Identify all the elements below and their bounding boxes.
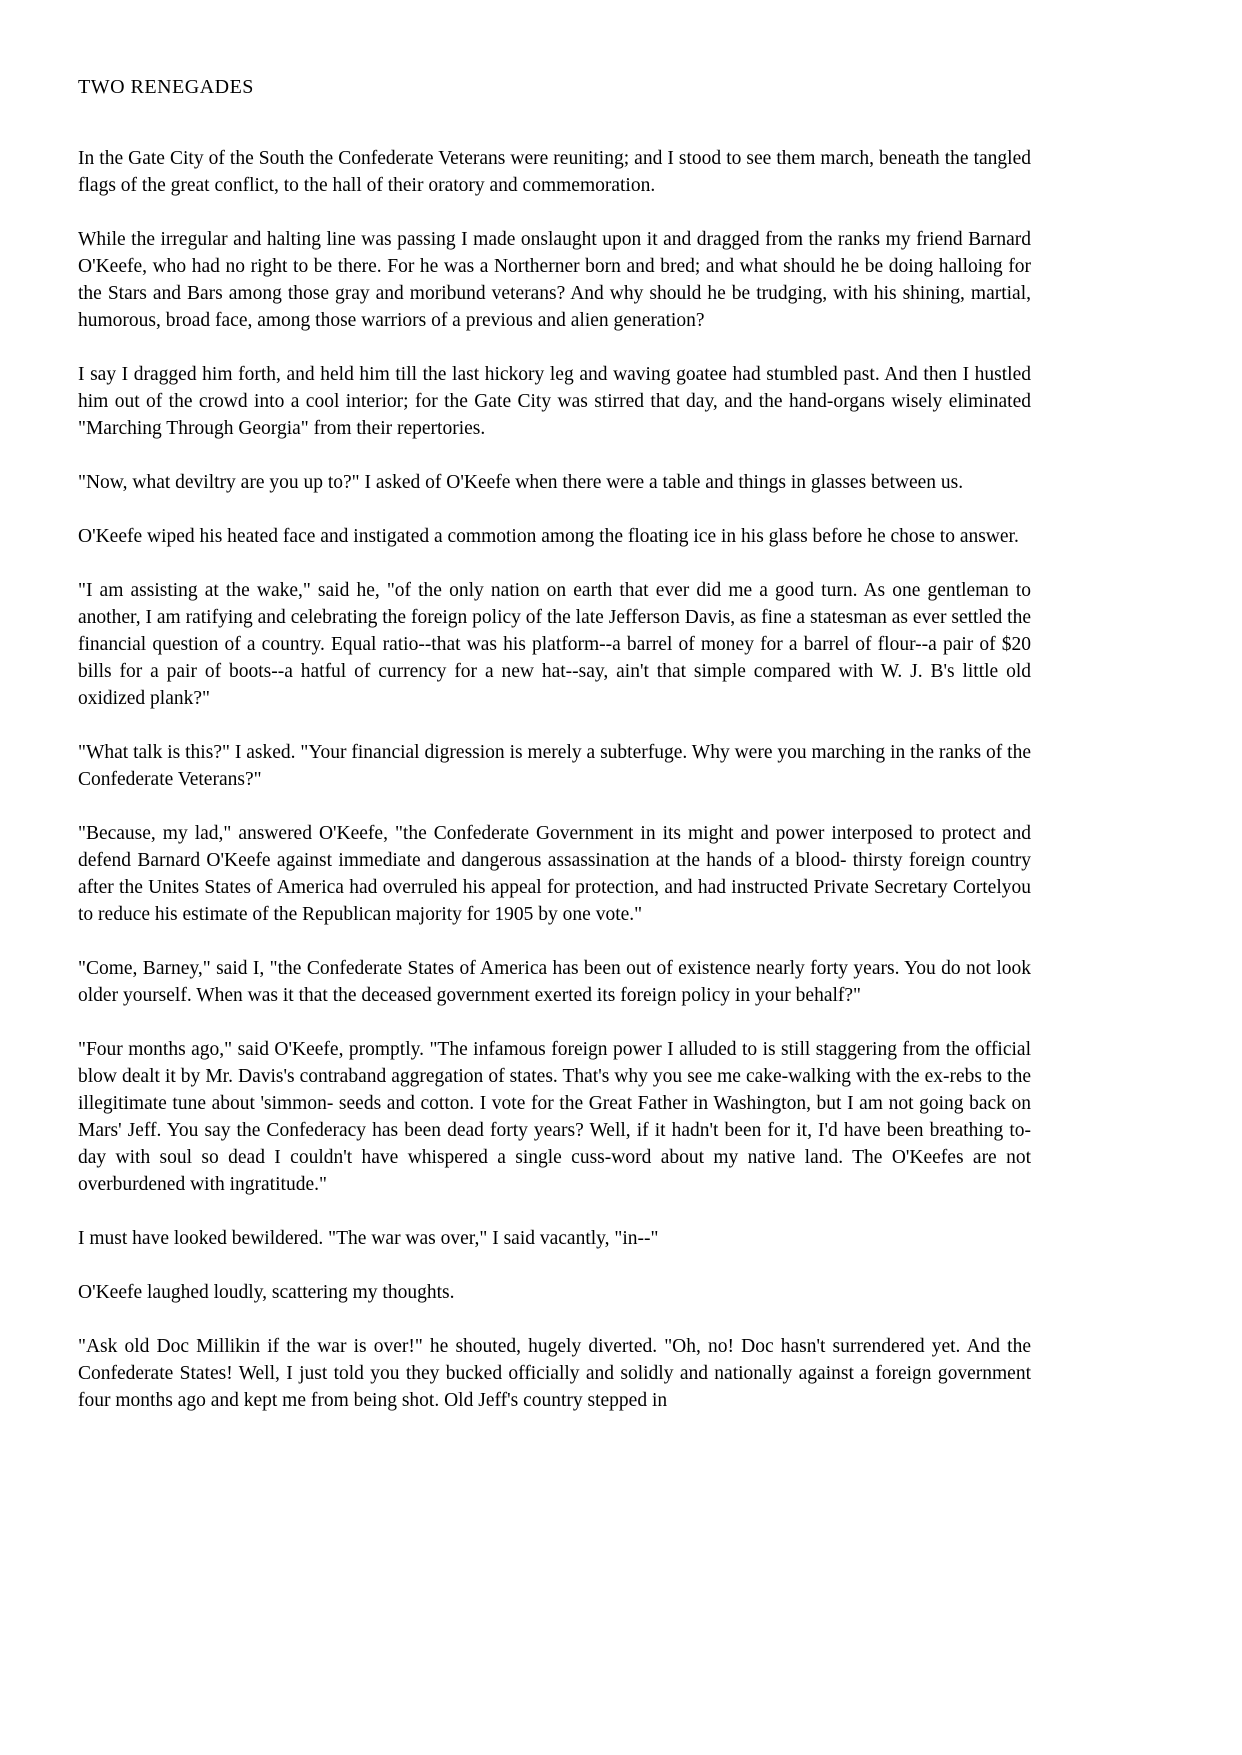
paragraph: "Four months ago," said O'Keefe, promptly. "The infamous foreign power I alluded to is still staggering from the official blow dealt it by Mr. Davis's contraband aggregation of states. That's why you see me cake-walking with the ex-rebs to the illegitimate tune about 'simmon- seeds and cotton. I vote for the Great Father in Washington, but I am not going back on Mars' Jeff. You say the Confederacy has been dead forty years? Well, if it hadn't been for it, I'd have been breathing to-day with soul so dead I couldn't have whispered a single cuss-word about my native land. The O'Keefes are not overburdened with ingratitude." [78, 1039, 1031, 1195]
paragraph: While the irregular and halting line was passing I made onslaught upon it and dragged from the ranks my friend Barnard O'Keefe, who had no right to be there. For he was a Northerner born and bred; and what should he be doing halloing for the Stars and Bars among those gray and moribund veterans? And why should he be trudging, with his shining, martial, humorous, broad face, among those warriors of a previous and alien generation? [78, 229, 1031, 331]
paragraph: O'Keefe wiped his heated face and instigated a commotion among the floating ice in his glass before he chose to answer. [78, 526, 1019, 547]
paragraph: "Now, what deviltry are you up to?" I asked of O'Keefe when there were a table and things in glasses between us. [78, 472, 964, 493]
paragraph: I must have looked bewildered. "The war was over," I said vacantly, "in--" [78, 1228, 659, 1249]
paragraph: In the Gate City of the South the Confederate Veterans were reuniting; and I stood to see them march, beneath the tangled flags of the great conflict, to the hall of their oratory and commemoration. [78, 148, 1031, 196]
paragraph: "I am assisting at the wake," said he, "of the only nation on earth that ever did me a good turn. As one gentleman to another, I am ratifying and celebrating the foreign policy of the late Jefferson Davis, as fine a statesman as ever settled the financial question of a country. Equal ratio--that was his platform--a barrel of money for a barrel of flour--a pair of $20 bills for a pair of boots--a hatful of currency for a new hat--say, ain't that simple compared with W. J. B's little old oxidized plank?" [78, 580, 1031, 709]
paragraph: O'Keefe laughed loudly, scattering my thoughts. [78, 1282, 455, 1303]
paragraph: "What talk is this?" I asked. "Your financial digression is merely a subterfuge. Why were you marching in the ranks of the Confederate Veterans?" [78, 742, 1031, 790]
paragraph: "Come, Barney," said I, "the Confederate States of America has been out of existence nearly forty years. You do not look older yourself. When was it that the deceased government exerted its foreign policy in your behalf?" [78, 958, 1031, 1006]
paragraph: "Because, my lad," answered O'Keefe, "the Confederate Government in its might and power interposed to protect and defend Barnard O'Keefe against immediate and dangerous assassination at the hands of a blood- thirsty foreign country after the Unites States of America had overruled his appeal for protection, and had instructed Private Secretary Cortelyou to reduce his estimate of the Republican majority for 1905 by one vote." [78, 823, 1031, 925]
page-title: TWO RENEGADES [78, 76, 254, 98]
paragraph: I say I dragged him forth, and held him till the last hickory leg and waving goatee had stumbled past. And then I hustled him out of the crowd into a cool interior; for the Gate City was stirred that day, and the hand-organs wisely eliminated "Marching Through Georgia" from their repertories. [78, 364, 1031, 439]
paragraph: "Ask old Doc Millikin if the war is over!" he shouted, hugely diverted. "Oh, no! Doc hasn't surrendered yet. And the Confederate States! Well, I just told you they bucked officially and solidly and nationally against a foreign government four months ago and kept me from being shot. Old Jeff's country stepped in [78, 1336, 1031, 1411]
